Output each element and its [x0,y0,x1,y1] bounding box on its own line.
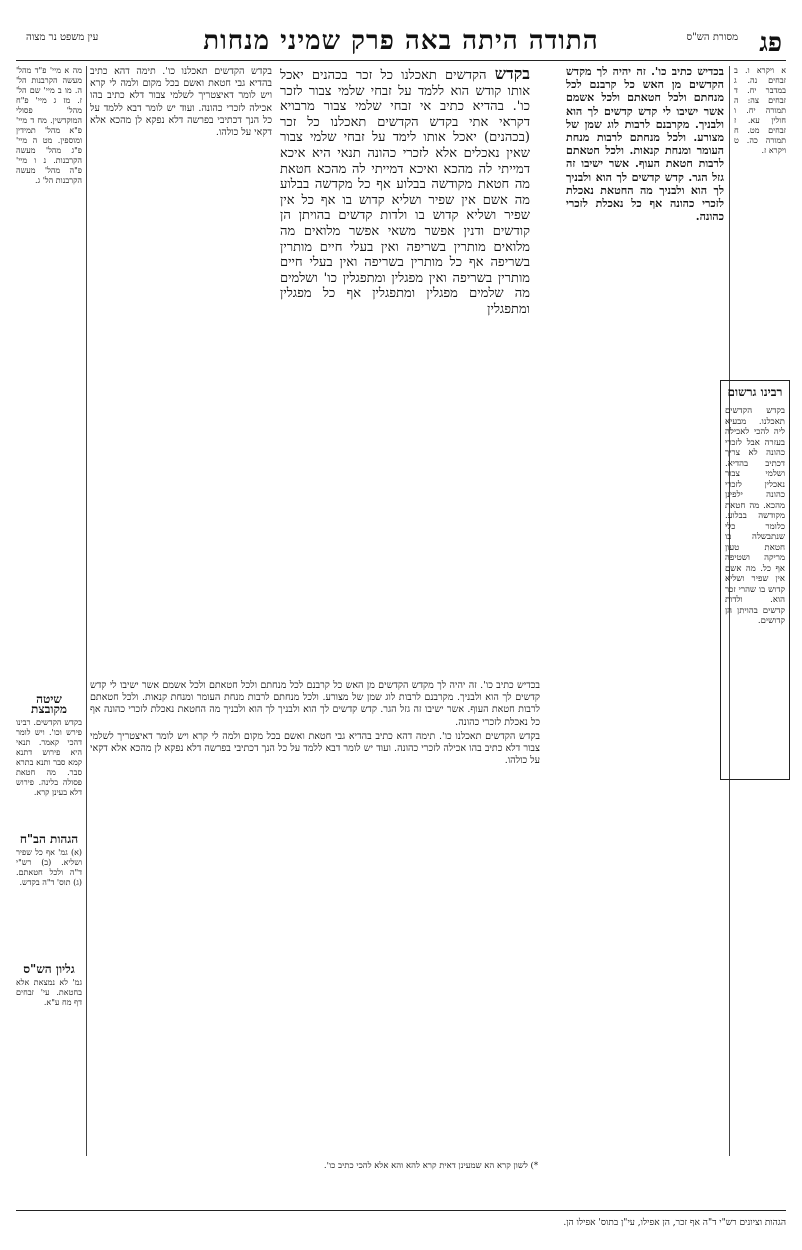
shita-mekubetzet-section [16,690,82,820]
page-footer: הגהות וציונים רש"י ד"ה אף זכר, הן אפילו, עי"ן בתוס' אפילו הן. [16,1210,786,1228]
rabbeinu-gershom-text: בקדש הקדשים תאכלנו. מבעיא ליה להכי לאכילה בעזרה אבל לזכרי כהונה לא צריך דכתיב בהדיא. ושלמי צבור נאכלין לזכרי כהונה ילפינן מהכא. מה חטאת מקודשה בבלוע. כלומר כלי שנתבשלה בו חטאת טעון מריקה ושטיפה אף כל. מה אשם אין שפיר ושליא קדוש בו שהרי זכר הוא. ולדות קדשים בהויתן הן קדושים. [725,406,785,626]
ein-mishpat-column [16,66,82,306]
lower-rashi-text: בכדיש כתיב כו'. זה יהיה לך מקדש הקדשים מן האש כל קרבנם לכל מנחתם ולכל חטאתם ולכל אשמם אשר ישיבו לי קדש קדשים לך הוא ולבניך. מקרבנם לרבות לוג שמן של מצורע. ולכל מנחתם לרבות מנחת העומר ומנחת קנאות. ולכל חטאתם לרבות חטאת העוף. אשר ישיבו זה גזל הגר. קדש קדשים לך הוא ולבניך לך הוא ולבניך מה החטאת נאכלת לזכרי כהונה אף כל נאכלת לזכרי כהונה. [90,680,540,728]
footnote: *) לשון קרא הא שמעינן דאית קרא להא והא אלא להכי כתיב כו'. [323,1161,539,1171]
header-rule [16,60,786,61]
rabbeinu-gershom-box [720,380,790,780]
gilyon-hashas-text: גמ' לא נמצאת אלא בחטאת. עי' זבחים דף מח ע"א. [16,978,82,1007]
gemara-opening-word: בקדש [494,66,530,83]
page-header [16,18,786,58]
gilyon-hashas-section [16,960,82,1060]
lower-commentary [90,680,540,1150]
page-number: פג [759,28,782,58]
ein-mishpat-label: עין משפט נר מצוה [26,32,99,43]
shita-mekubetzet-title: שיטה מקובצת [31,692,67,716]
rashi-column [566,66,724,656]
mesoret-label: מסורת הש"ס [686,32,738,43]
hagahot-habach-text: (א) גמ' אף כל שפיר ושליא. (ב) רש"י ד"ה ולכל חטאתם. (ג) תוס' ד"ה בקדש. [16,848,82,887]
mesoret-text: א ויקרא ו. ב זבחים נה. ג במדבר יח. ד זבחים צה: ה תמורה יח. ו חולין עא. ז זבחים מט. ח תמורה כה. ט ויקרא ז. [734,66,786,155]
hagahot-habach-title: הגהות הב"ח [19,832,79,846]
lower-tosafot-text: בקדש הקדשים תאכלנו כו'. תימה דהא כתיב בהדיא גבי חטאת ואשם בכל מקום ולמה לי קרא ויש לומר דאיצטריך לשלמי צבור דלא כתיב בהו אכילה לזכרי כהונה. ועוד יש לומר דבא ללמד על כל הנך דכתיבי בפרשה דלא נפקא לן מהכא אלא דקאי על כולהו. [90,730,540,767]
hagahot-habach-section [16,830,82,950]
divider [86,66,87,1156]
page-title: התודה היתה באה פרק שמיני מנחות [203,26,599,56]
ein-mishpat-text: מה א מיי' פ"ד מהל' מעשה הקרבנות הל' ה. מו ב מיי' שם הל' ז. מז ג מיי' פ"ח מהל' פסולי המוקדשין. מח ד מיי' פ"א מהל' תמידין ומוספין. מט ה מיי' פ"ג מהל' מעשה הקרבנות. נ ו מיי' פ"ה מהל' מעשה הקרבנות הל' ג. [16,66,82,185]
gemara-column [280,66,530,666]
gilyon-hashas-title: גליון הש"ס [23,962,75,976]
rashi-text: בכדיש כתיב כו'. זה יהיה לך מקדש הקדשים מן האש כל קרבנם לכל מנחתם ולכל חטאתם ולכל אשמם אשר ישיבו לי קדש קדשים לך הוא ולבניך. מקרבנם לרבות לוג שמן של מצורע. ולכל מנחתם לרבות מנחת העומר ומנחת קנאות. ולכל חטאתם לרבות חטאת העוף. אשר ישיבו זה גזל הגר. קדש קדשים לך הוא ולבניך לך הוא ולבניך מה החטאת נאכלת לזכרי כהונה אף כל נאכלת לזכרי כהונה. [566,66,724,224]
rabbeinu-gershom-title: רבינו גרשום [727,385,783,399]
shita-mekubetzet-text: בקדש הקדשים. רבינו פירש וכו'. ויש לומר דהכי קאמר. תנאי היא פירוש דתנא קמא סבר ותנא בתרא סבר. מה חטאת פסולה בלינה. פירוש דלא בעינן קרא. [16,718,82,797]
tosafot-text: בקדש הקדשים תאכלנו כו'. תימה דהא כתיב בהדיא גבי חטאת ואשם בכל מקום ולמה לי קרא ויש לומר דאיצטריך לשלמי צבור דלא כתיב בהו אכילה לזכרי כהונה. ועוד יש לומר דבא ללמד על כל הנך דכתיבי בפרשה דלא נפקא לן מהכא אלא דקאי על כולהו. [90,66,272,139]
gemara-text: הקדשים תאכלנו כל זכר בכהנים יאכל אותו קודש הוא ללמד על זבחי שלמי צבור לזכר כו'. בהדיא כתיב אי זבחי שלמי צבור מרבויא דקראי אתי בקדש הקדשים תאכלנו כל זכר (בכהנים) יאכל אותו לימד על זבחי שלמי צבור שאין נאכלים אלא לזכרי כהונה תנאי היא איכא דמייתי לה מהכא ואיכא דמייתי לה מהכא חטאת מה חטאת מקודשה בבלוע אף כל מקדשה בבלוע מה אשם אין שפיר ושליא קדוש בו אף כל אין שפיר ושליא קדוש בו ולדות קדשים בהויתן הן קודשים ודנין אפשר משאי אפשר מלואים מה מלואים מותרין בשריפה ואין בעלי חיים מותרין בשריפה אף כל מותרין בשריפה ואין בעלי חיים מותרין בשריפה ואין מפגלין ומתפגלין כו' ושלמים מה שלמים מפגלין ומתפגלין אף כל מפגלין ומתפגלין [280,68,530,317]
tosafot-column [90,66,272,666]
